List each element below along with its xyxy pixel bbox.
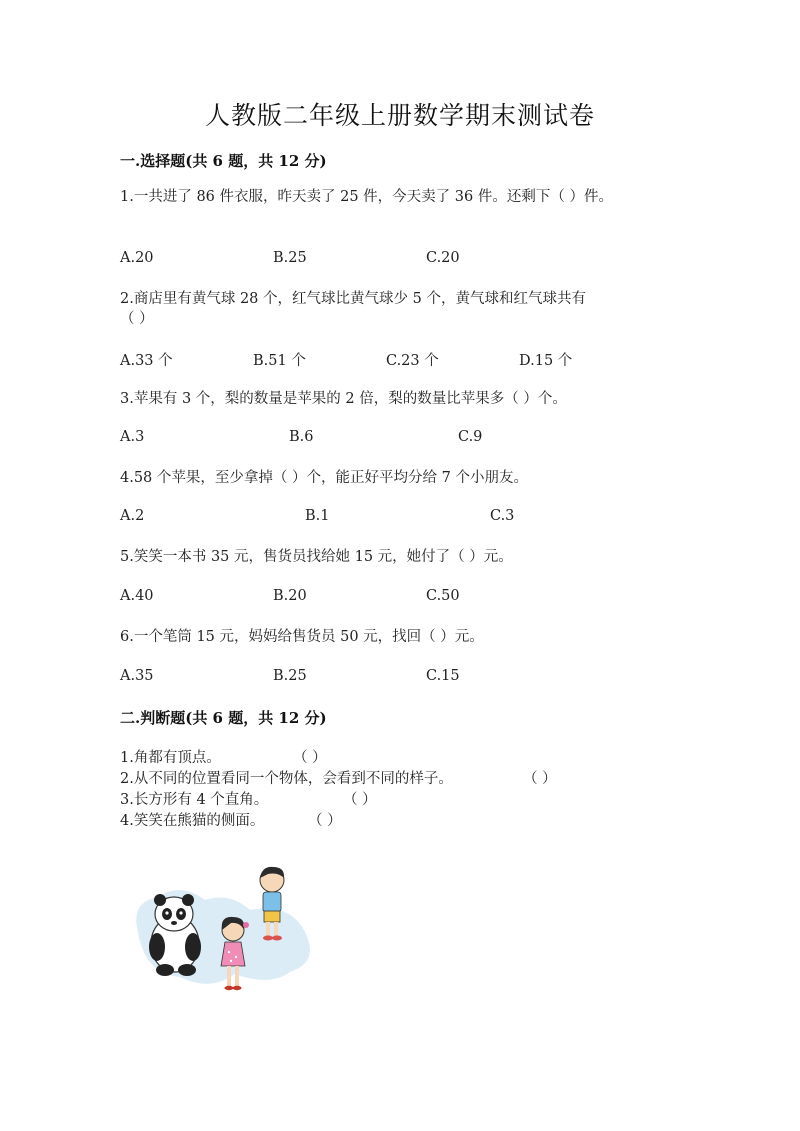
- tf-item-3: [120, 788, 377, 809]
- option-2c: C.23 个: [386, 353, 439, 369]
- option-3c: C.9: [458, 429, 483, 445]
- tf-item-1-text: 1.角都有顶点。: [120, 750, 221, 766]
- option-4c: C.3: [490, 508, 515, 524]
- option-4a: A.2: [120, 508, 145, 524]
- question-4: 4.58 个苹果，至少拿掉（ ）个，能正好平均分给 7 个小朋友。: [120, 470, 528, 486]
- section-heading-true-false: 二.判断题(共 6 题，共 12 分): [120, 709, 327, 727]
- option-2b: B.51 个: [253, 353, 306, 369]
- page-title: 人教版二年级上册数学期末测试卷: [204, 101, 595, 130]
- option-4b: B.1: [305, 508, 330, 524]
- section-heading-choice: 一.选择题(共 6 题，共 12 分): [120, 152, 327, 170]
- tf-item-4: [120, 809, 342, 830]
- tf-item-4-text: 4.笑笑在熊猫的侧面。: [120, 813, 265, 829]
- tf-item-3-text: 3.长方形有 4 个直角。: [120, 792, 269, 808]
- tf-item-2-text: 2.从不同的位置看同一个物体，会看到不同的样子。: [120, 771, 453, 787]
- tf-item-1: [120, 746, 327, 767]
- question-2-line1: 2.商店里有黄气球 28 个，红气球比黄气球少 5 个，黄气球和红气球共有: [120, 291, 586, 307]
- tf-item-4-paren: （ ）: [308, 813, 342, 829]
- tf-item-1-paren: （ ）: [293, 750, 327, 766]
- option-6c: C.15: [426, 668, 460, 684]
- tf-item-2: [120, 767, 557, 788]
- option-5c: C.50: [426, 588, 460, 604]
- option-1b: B.25: [273, 250, 307, 266]
- question-6: 6.一个笔筒 15 元，妈妈给售货员 50 元，找回（ ）元。: [120, 629, 484, 645]
- option-6a: A.35: [120, 668, 154, 684]
- question-2-line2: （ ）: [120, 311, 154, 327]
- tf-item-3-paren: （ ）: [343, 792, 377, 808]
- question-1: 1.一共进了 86 件衣服，昨天卖了 25 件，今天卖了 36 件。还剩下（ ）件。: [120, 189, 613, 205]
- question-5: 5.笑笑一本书 35 元，售货员找给她 15 元，她付了（ ）元。: [120, 549, 513, 565]
- question-3: 3.苹果有 3 个，梨的数量是苹果的 2 倍，梨的数量比苹果多（ ）个。: [120, 391, 567, 407]
- tf-item-2-paren: （ ）: [523, 771, 557, 787]
- option-5a: A.40: [120, 588, 154, 604]
- option-3a: A.3: [120, 429, 145, 445]
- option-2a: A.33 个: [120, 353, 173, 369]
- option-1a: A.20: [120, 250, 154, 266]
- panda-and-children-illustration: [130, 862, 320, 1002]
- option-3b: B.6: [289, 429, 314, 445]
- option-6b: B.25: [273, 668, 307, 684]
- option-1c: C.20: [426, 250, 460, 266]
- option-2d: D.15 个: [519, 353, 573, 369]
- option-5b: B.20: [273, 588, 307, 604]
